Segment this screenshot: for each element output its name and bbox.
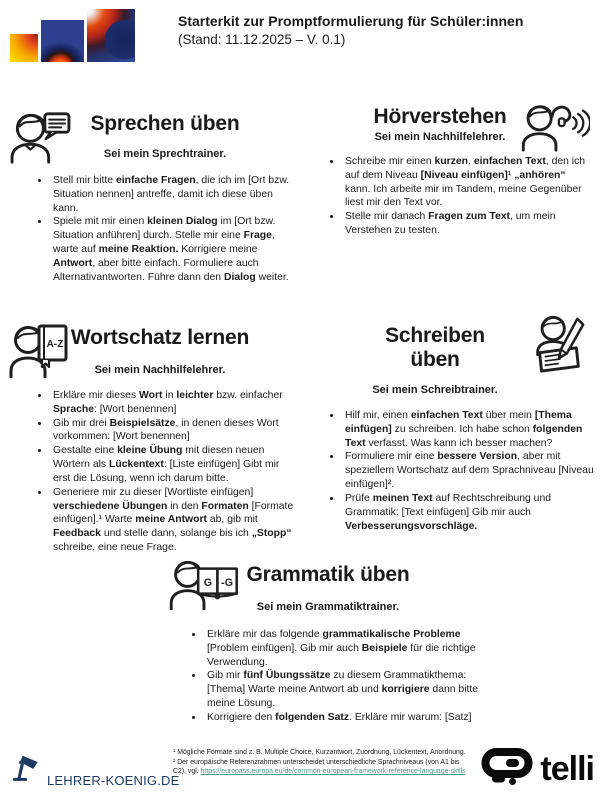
- grammar-icon-label-right: -G: [221, 576, 233, 589]
- footnote-item: ² Der europäische Referenzrahmen unterscheidet unterschiedliche Sprachniveaus (von A1 bis C2), vgl. https://europass.europa.eu/de/common-european-framework-reference-language-skills: [173, 758, 466, 776]
- section-trainer-line: Sei mein Nachhilfelehrer.: [374, 131, 506, 143]
- bullet-item: • Prüfe meinen Text auf Rechtschreibung und Grammatik: [Text einfügen] Gib mir auch Verbesserungsvorschläge.: [342, 492, 594, 533]
- logo-square-medium: [41, 20, 84, 62]
- person-hearing-aid-icon: [520, 102, 590, 157]
- dictionary-icon-label: A-Z: [46, 339, 64, 350]
- bullet-item: • Gestalte eine kleine Übung mit diesen neuen Wörtern als Lückentext: [Liste einfügen] Gibt mir erst die Lösung, wenn ich darum bitte.: [50, 444, 298, 485]
- footnotes: [173, 748, 471, 777]
- section-trainer-line: Sei mein Nachhilfelehrer.: [94, 364, 226, 376]
- desk-lamp-icon: [13, 753, 43, 790]
- bullet-item: • Generiere mir zu dieser [Wortliste einfügen] verschiedene Übungen in den Formaten [Formate einfügen].¹ Warte meine Antwort ab, gib mit Feedback und stelle dann, solange bis ich „Stopp“ schreibe, eine neue Frage.: [50, 486, 298, 555]
- person-writing-icon: [528, 314, 588, 379]
- section-title: Wortschatz lernen: [70, 326, 250, 349]
- telli-wordmark: telli: [540, 750, 594, 788]
- bullet-item: • Spiele mit mir einen kleinen Dialog im [Ort bzw. Situation anführen] durch. Stelle mir eine Frage, warte auf meine Reaktion. Korrigiere meine Antwort, aber bitte einfach. Formuliere auch Alternativantworten. Führe dann den Dialog weiter.: [50, 215, 296, 284]
- speech-bubble-icon: [481, 748, 533, 791]
- footnote-link[interactable]: https://europass.europa.eu/de/common-european-framework-reference-language-skills: [200, 768, 466, 776]
- bullet-item: • Hilf mir, einen einfachen Text über mein [Thema einfügen] zu schreiben. Ich habe schon folgenden Text verfasst. Was kann ich besser machen?: [342, 409, 594, 450]
- bullet-list: [328, 155, 592, 238]
- section-wortschatz-lernen: [0, 316, 300, 555]
- section-grammatik-ueben: [138, 555, 498, 725]
- bullet-item: • Erkläre mir das folgende grammatikalische Probleme [Problem einfügen]. Gib mir auch Beispiele für die richtige Verwendung.: [204, 628, 488, 669]
- bullet-list: [36, 389, 298, 555]
- publisher-logo: [13, 753, 180, 790]
- bullet-list: [328, 409, 594, 533]
- page-subtitle: (Stand: 11.12.2025 – V. 0.1): [178, 31, 346, 47]
- publisher-name: LEHRER-KOENIG.DE: [47, 773, 180, 788]
- section-trainer-line: Sei mein Schreibtrainer.: [372, 384, 498, 396]
- bullet-list: [36, 174, 296, 285]
- publisher-header-logo: [10, 9, 135, 62]
- logo-square-large: [87, 9, 135, 62]
- bullet-item: • Korrigiere den folgenden Satz. Erkläre mir warum: [Satz]: [204, 711, 488, 725]
- bullet-item: • Gib mir fünf Übungssätze zu diesem Grammatikthema: [Thema] Warte meine Antwort ab und korrigiere dann bitte meine Lösung.: [204, 669, 488, 710]
- bullet-item: • Stelle mir danach Fragen zum Text, um mein Verstehen zu testen.: [342, 210, 592, 238]
- section-title: Sprechen üben: [90, 112, 240, 135]
- section-title: Hörverstehen: [373, 105, 507, 128]
- document-header: [178, 12, 523, 49]
- section-trainer-line: Sei mein Grammatiktrainer.: [256, 601, 400, 613]
- page-title: Starterkit zur Promptformulierung für Schüler:innen: [178, 13, 524, 29]
- bullet-item: • Gib mir drei Beispielsätze, in denen dieses Wort vorkommen: [Wort benennen]: [50, 417, 298, 445]
- person-speech-bubble-icon: [8, 110, 72, 169]
- section-title: Schreiben üben: [385, 324, 485, 371]
- telli-logo: [481, 748, 594, 791]
- bullet-item: • Formuliere mir eine bessere Version, aber mit speziellem Wortschatz auf dem Sprachniveau [Niveau einfügen]².: [342, 450, 594, 491]
- section-trainer-line: Sei mein Sprechtrainer.: [103, 148, 227, 160]
- bullet-item: • Erkläre mir dieses Wort in leichter bzw. einfacher Sprache: [Wort benennen]: [50, 389, 298, 417]
- person-dictionary-icon: [8, 322, 70, 383]
- logo-square-small: [10, 34, 38, 62]
- grammar-icon-label-left: G: [203, 576, 212, 589]
- bullet-item: • Schreibe mir einen kurzen, einfachen Text, den ich auf dem Niveau [Niveau einfügen]¹ „anhören“ kann. Ich arbeite mir im Tandem, meine Gegenüber liest mir den Text vor.: [342, 155, 592, 210]
- section-hoerverstehen: [300, 100, 600, 238]
- person-grammar-book-icon: [168, 558, 238, 615]
- bullet-item: • Stell mir bitte einfache Fragen, die ich im [Ort bzw. Situation nennen] antreffe, damit ich diese üben kann.: [50, 174, 296, 215]
- footnote-item: ¹ Mögliche Formate sind z. B. Multiple Choice, Kurzantwort, Zuordnung, Lückentext, Anordnung.: [173, 749, 466, 756]
- bullet-list: [190, 628, 488, 725]
- section-title: Grammatik üben: [246, 563, 410, 586]
- section-sprechen-ueben: [0, 100, 300, 285]
- section-schreiben-ueben: [300, 316, 600, 533]
